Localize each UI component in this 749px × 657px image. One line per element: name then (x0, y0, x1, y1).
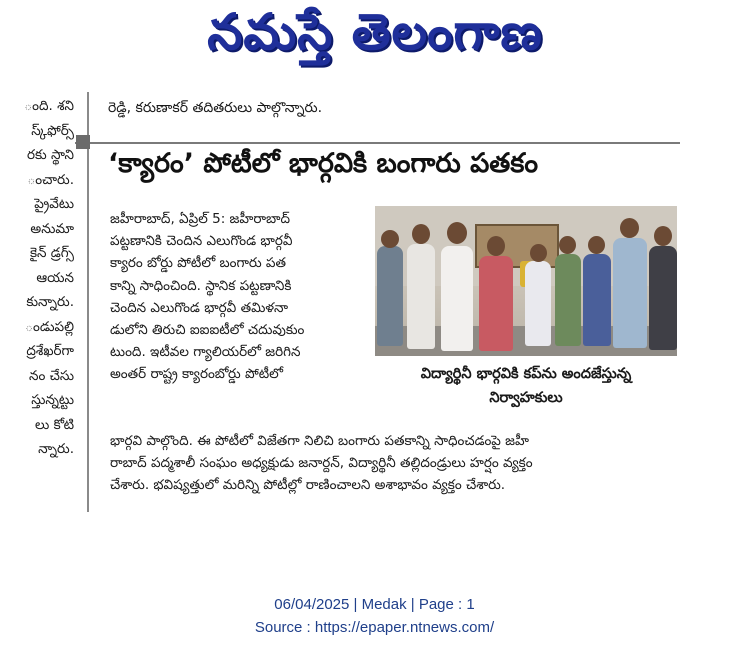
column-divider (87, 92, 89, 512)
footer-source-link[interactable]: Source : https://epaper.ntnews.com/ (254, 619, 495, 636)
photo-person-head (620, 218, 639, 238)
fragment-line: ంది. శని (24, 98, 74, 114)
body-line: పట్టణానికి చెందిన ఎలుగొండ భార్గవీ (110, 233, 293, 250)
photo-person (377, 246, 403, 346)
article-separator-rule (75, 142, 680, 144)
article-photo (375, 206, 677, 356)
body-line: జహీరాబాద్, ఏప్రిల్ 5: జహీరాబాద్ (110, 211, 291, 227)
photo-person-head (447, 222, 467, 244)
photo-person-head (559, 236, 576, 254)
masthead-title: నమస్తే తెలంగాణ (207, 2, 543, 61)
fragment-line: స్క్‌ఫోర్స్ (31, 122, 74, 139)
photo-person-head (530, 244, 547, 262)
fragment-line: లు కోటి (35, 416, 74, 433)
fragment-line: ండుపల్లి (25, 318, 74, 335)
body-line: చెందిన ఎలుగొండ భార్గవీ తమిళనా (110, 299, 289, 316)
photo-person (479, 256, 513, 351)
fragment-line: కైన్ డ్రగ్స్ (29, 245, 74, 261)
fragment-line: న్నారు. (38, 441, 74, 457)
fragment-line: ప్రైవేటు (34, 196, 74, 212)
photo-person (555, 254, 581, 346)
fragment-line: రకు స్థాని (27, 147, 74, 163)
photo-person (441, 246, 473, 351)
photo-person (525, 261, 551, 346)
footer-date-edition: 06/04/2025 | Medak | Page : 1 (274, 596, 475, 613)
article-headline: ‘క్యారం’ పోటీలో భార్గవికి బంగారు పతకం (108, 148, 539, 179)
photo-person (407, 244, 435, 349)
body-line: టుంది. ఇటీవల గ్యాలియర్‌లో జరిగిన (110, 344, 301, 361)
photo-person (613, 238, 647, 348)
fragment-line: ంచారు. (27, 171, 74, 188)
body-line: అంతర్ రాష్ట్ర క్యారంబోర్డు పోటీలో (110, 366, 284, 383)
fragment-line: ద్రశేఖర్‌గా (26, 343, 74, 359)
photo-caption (375, 362, 677, 410)
body-line: చేశారు. భవిష్యత్తులో మరిన్ని పోటీల్లో రాణించాలని అశాభావం వ్యక్తం చేశారు. (110, 477, 506, 494)
photo-person-head (487, 236, 505, 256)
section-marker (76, 135, 90, 149)
photo-person-head (588, 236, 605, 254)
previous-article-tail: రెడ్డి, కరుణాకర్ తదితరులు పాల్గొన్నారు. (108, 100, 323, 116)
photo-person (649, 246, 677, 350)
body-line: డులోని తిరుచి ఐఐఐటీలో చదువుకుం (110, 322, 305, 339)
article-body-narrow (110, 208, 375, 386)
fragment-line: కున్నారు. (26, 294, 74, 310)
body-line: భార్గవి పాల్గొంది. ఈ పోటీలో విజేతగా నిలిచి బంగారు పతకాన్ని సాధించడంపై జహీ (110, 433, 529, 449)
adjacent-column-fragments (0, 94, 78, 462)
fragment-line: స్తున్నట్టు (31, 392, 74, 408)
photo-person (583, 254, 611, 346)
body-line: రాబాద్ పద్మశాలీ సంఘం అధ్యక్షుడు జనార్దన్, విద్యార్థినీ తల్లిదండ్రులు హర్షం వ్యక్తం (110, 455, 533, 472)
fragment-line: ఆయన (36, 269, 74, 286)
caption-line: విద్యార్థినీ భార్గవికి కప్‌ను అందజేస్తున్న (420, 366, 632, 382)
caption-line: నిర్వాహకులు (489, 390, 563, 406)
body-line: క్యారం బోర్డు పోటీలో బంగారు పత (110, 255, 287, 272)
body-line: కాన్ని సాధించింది. స్థానిక పట్టణానికి (110, 277, 292, 294)
newspaper-masthead (170, 2, 580, 74)
fragment-line: అనుమా (30, 220, 74, 237)
fragment-line: నం చేసు (28, 367, 74, 384)
article-body-wide (110, 430, 680, 497)
photo-person-head (654, 226, 672, 246)
photo-person-head (381, 230, 399, 248)
photo-person-head (412, 224, 430, 244)
